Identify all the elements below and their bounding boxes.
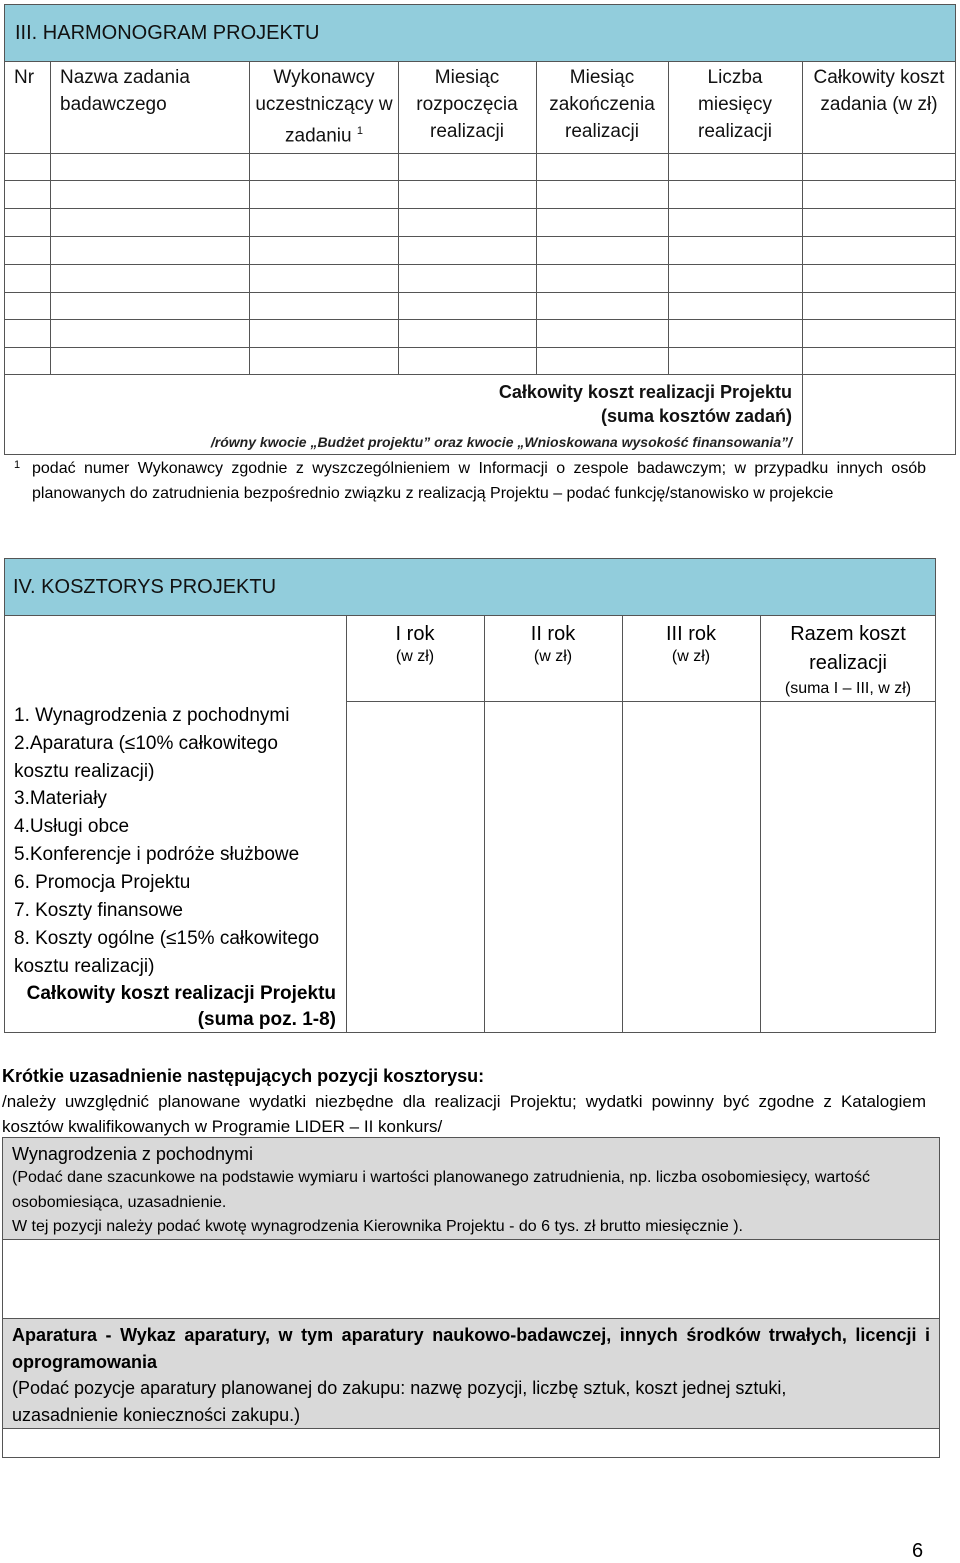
section-3-title-bar (4, 4, 956, 62)
task-row[interactable] (4, 154, 956, 181)
cost-item-promotion: 6. Promocja Projektu (14, 872, 191, 893)
cost-item-financial: 7. Koszty finansowe (14, 900, 183, 921)
header-end-month: Miesiąc zakończenia realizacji (549, 67, 655, 142)
col-divider (622, 615, 623, 1033)
equipment-title: Aparatura - Wykaz aparatury, w tym aparatury naukowo-badawczej, innych środków trwałych, licencji i oprogramowania (12, 1325, 930, 1372)
cost-total-label: Całkowity koszt realizacji Projektu (26, 983, 336, 1004)
section-3-title: III. HARMONOGRAM PROJEKTU (15, 22, 320, 44)
task-row[interactable] (4, 293, 956, 320)
header-task-cost: Całkowity koszt zadania (w zł) (813, 67, 945, 115)
cost-header-year2: II rok (w zł) (530, 623, 576, 665)
section-4-title-bar (4, 558, 936, 616)
footnote-marker: 1 (14, 459, 21, 471)
cost-item-overhead: 8. Koszty ogólne (≤15% całkowitego kosztu realizacji) (14, 928, 320, 977)
task-row[interactable] (4, 265, 956, 293)
header-contractors: Wykonawcy uczestniczący w zadaniu $^1$ (255, 67, 393, 147)
cost-item-services: 4.Usługi obce (14, 816, 130, 837)
cost-item-salaries: 1. Wynagrodzenia z pochodnymi (14, 705, 290, 726)
harmonogram-total-note: /równy kwocie „Budżet projektu” oraz kwocie „Wnioskowana wysokość finansowania”/ (210, 434, 792, 450)
justification-note: /należy uwzględnić planowane wydatki niezbędne dla realizacji Projektu; wydatki powinny być zgodne z Katalogiem kosztów kwalifikowanych w Programie LIDER – II konkurs/ (2, 1092, 926, 1136)
task-row[interactable] (4, 181, 956, 209)
task-row[interactable] (4, 237, 956, 265)
header-nr: Nr (14, 67, 35, 88)
equipment-text: (Podać pozycje aparatury planowanej do zakupu: nazwę pozycji, liczbę sztuk, koszt jednej sztuki, uzasadnienie konieczności zakupu.) (12, 1378, 787, 1425)
header-months-count: Liczba miesięcy realizacji (698, 67, 772, 142)
col-divider (802, 375, 803, 455)
col-divider (484, 615, 485, 1033)
cost-header-total: Razem koszt realizacji (suma I – III, w zł) (784, 623, 912, 697)
salaries-text: (Podać dane szacunkowe na podstawie wymiaru i wartości planowanego zatrudnienia, np. liczba osobomiesięcy, wartość osobomiesiąca, uzasadnienie. (12, 1169, 870, 1211)
harmonogram-total-label: Całkowity koszt realizacji Projektu (498, 382, 792, 402)
cost-item-conferences: 5.Konferencje i podróże służbowe (14, 844, 300, 865)
task-row[interactable] (4, 209, 956, 237)
header-task-name: Nazwa zadania badawczego (60, 67, 190, 115)
header-start-month: Miesiąc rozpoczęcia realizacji (416, 67, 518, 142)
justification-heading: Krótkie uzasadnienie następujących pozycji kosztorysu: (2, 1066, 485, 1086)
cost-item-materials: 3.Materiały (14, 788, 107, 809)
cost-header-year3: III rok (w zł) (665, 623, 716, 665)
col-divider (346, 615, 347, 1033)
row-divider (346, 701, 936, 702)
salaries-limit-text: W tej pozycji należy podać kwotę wynagrodzenia Kierownika Projektu - do 6 tys. zł brutto miesięcznie ). (12, 1218, 743, 1235)
page-number: 6 (912, 1540, 924, 1562)
cost-total-sum: (suma poz. 1-8) (197, 1009, 336, 1030)
harmonogram-total-sum: (suma kosztów zadań) (600, 406, 792, 426)
salaries-title: Wynagrodzenia z pochodnymi (12, 1144, 253, 1164)
cost-item-equipment: 2.Aparatura (≤10% całkowitego kosztu realizacji) (14, 733, 278, 782)
footnote (14, 456, 926, 506)
equipment-answer-box[interactable] (2, 1428, 940, 1458)
task-row[interactable] (4, 320, 956, 348)
footnote-text: podać numer Wykonawcy zgodnie z wyszczególnieniem w Informacji o zespole badawczym; w przypadku innych osób planowanych do zatrudnienia bezpośrednio związku z realizacją Projektu – podać funkcję/stanowisko w projekcie (32, 460, 926, 502)
salaries-answer-box[interactable] (2, 1239, 940, 1319)
equipment-instructions-box (2, 1319, 940, 1429)
task-row[interactable] (4, 348, 956, 375)
section-4-title: IV. KOSZTORYS PROJEKTU (13, 576, 277, 598)
cost-header-year1: I rok (w zł) (395, 623, 435, 665)
salaries-instructions-box (2, 1137, 940, 1240)
